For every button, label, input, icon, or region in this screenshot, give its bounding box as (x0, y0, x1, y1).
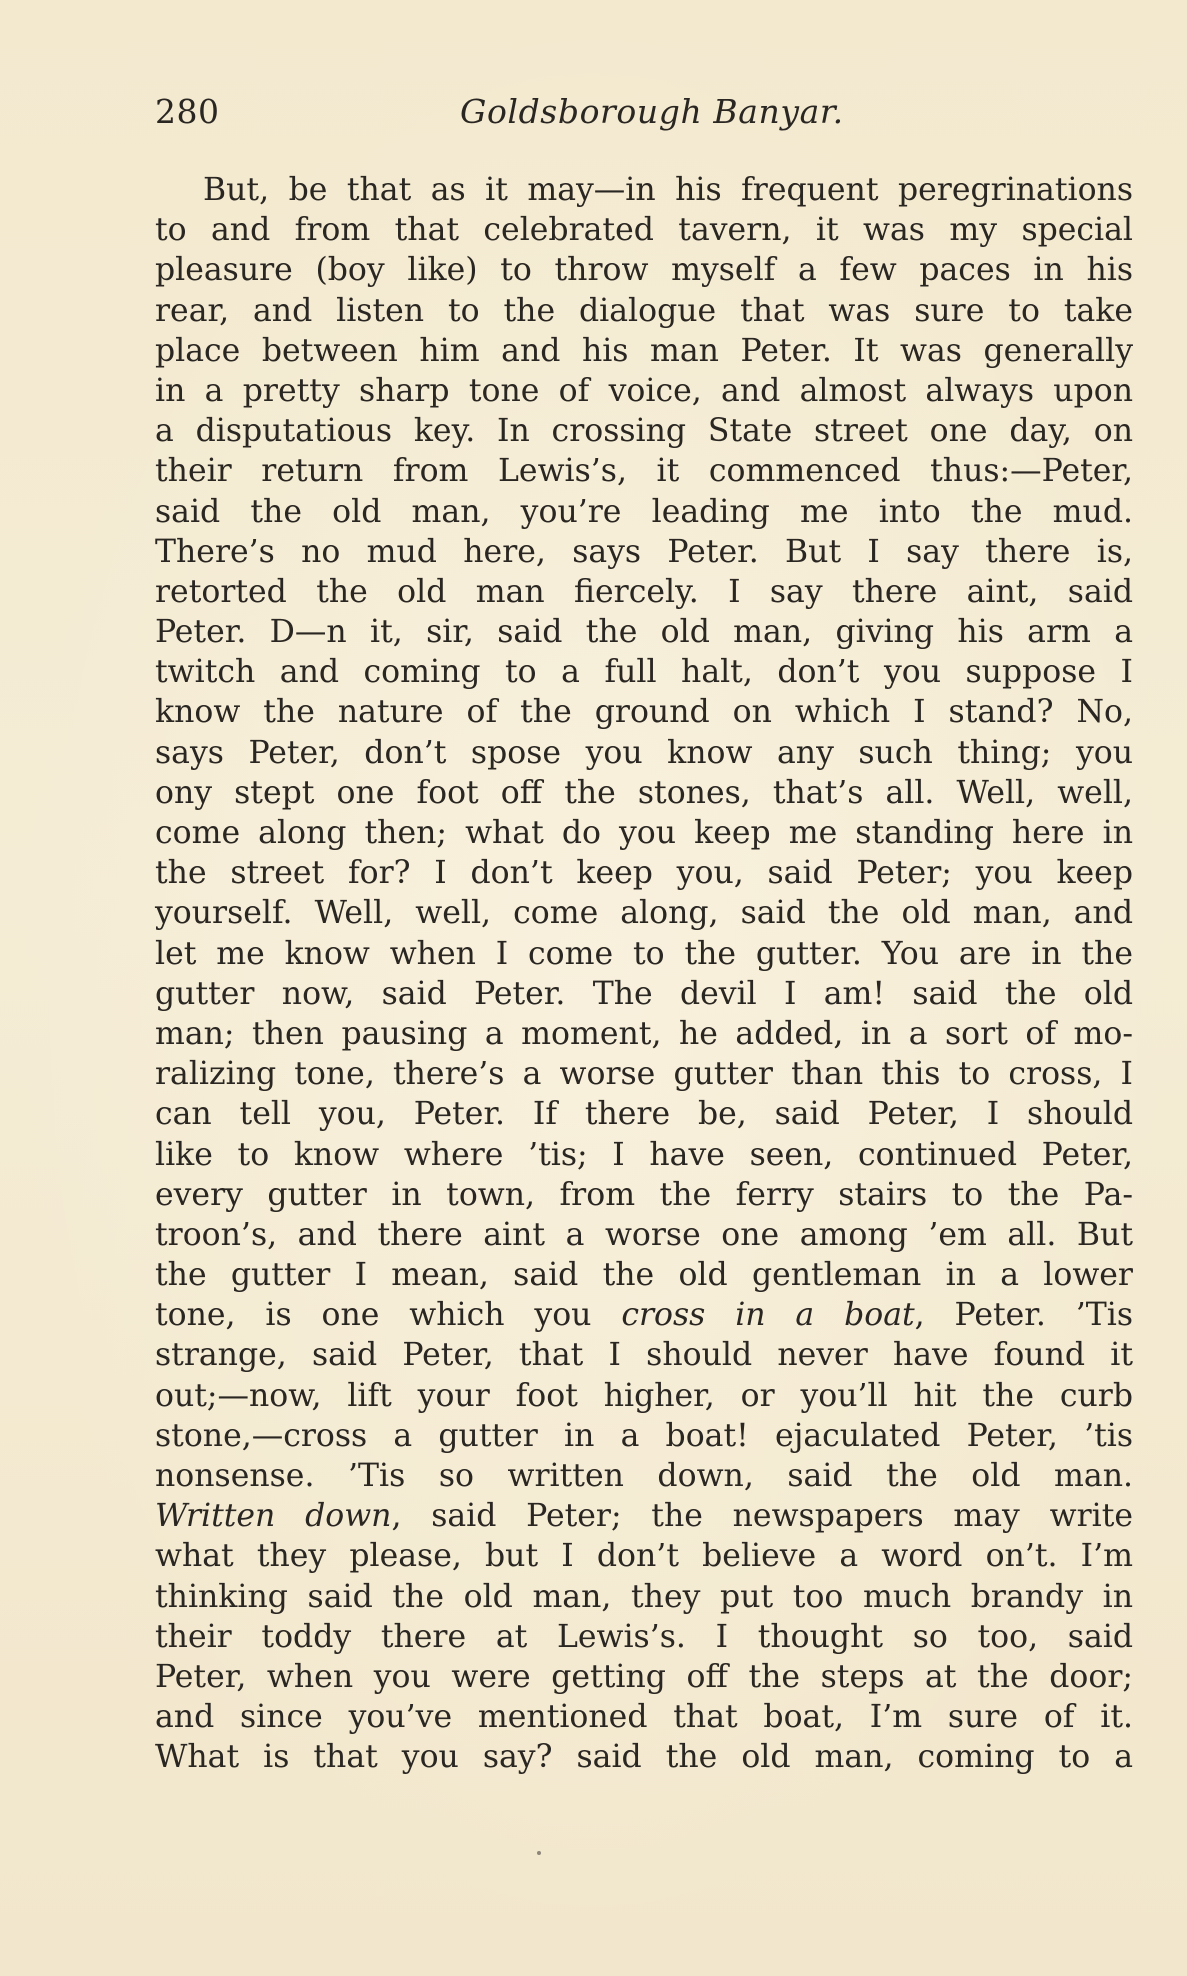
text-run: But, be that as it may—in his frequent peregrinations (203, 172, 1133, 208)
page-number: 280 (155, 92, 220, 131)
text-line (155, 1376, 1133, 1416)
text-run: retorted the old man fiercely. I say there aint, said (155, 573, 1133, 610)
text-line (155, 1697, 1133, 1737)
text-line (155, 1496, 1133, 1536)
text-line (155, 1657, 1133, 1697)
text-run: ony stept one foot off the stones, that’s all. Well, well, (155, 774, 1133, 811)
text-run: a disputatious key. In crossing State street one day, on (155, 413, 1133, 450)
text-run: Peter. D—n it, sir, said the old man, giving his arm a (155, 614, 1133, 651)
running-title: Goldsborough Banyar. (460, 92, 844, 131)
text-line (155, 492, 1133, 532)
text-run: nonsense. ’Tis so written down, said the old man. (155, 1458, 1133, 1494)
text-run: stone,—cross a gutter in a boat! ejaculated Peter, ’tis (155, 1417, 1133, 1454)
text-line (155, 1094, 1133, 1134)
text-run: said the old man, you’re leading me into the mud. (155, 493, 1133, 530)
text-run: the street for? I don’t keep you, said Peter; you keep (155, 855, 1133, 892)
text-line (155, 612, 1133, 652)
text-run: twitch and coming to a full halt, don’t you suppose I (155, 654, 1133, 691)
italic-phrase: cross in a boat (621, 1297, 915, 1334)
body-text (155, 170, 1133, 1778)
running-head (155, 92, 1145, 140)
text-run: yourself. Well, well, come along, said the old man, and (155, 895, 1133, 932)
text-line (155, 934, 1133, 974)
text-line (155, 1617, 1133, 1657)
text-run: can tell you, Peter. If there be, said Peter, I should (155, 1096, 1133, 1133)
text-run: troon’s, and there aint a worse one among ’em all. But (155, 1216, 1133, 1253)
text-run: says Peter, don’t spose you know any such thing; you (155, 734, 1133, 771)
text-line (155, 773, 1133, 813)
text-run: rear, and listen to the dialogue that was sure to take (155, 292, 1133, 329)
text-line (155, 371, 1133, 411)
paper-speck (537, 1851, 541, 1855)
text-line (155, 291, 1133, 331)
text-line (155, 974, 1133, 1014)
text-run: their return from Lewis’s, it commenced thus:—Peter, (155, 453, 1133, 490)
text-run: pleasure (boy like) to throw myself a few paces in his (155, 252, 1133, 289)
text-line (155, 532, 1133, 572)
text-line (155, 451, 1133, 491)
italic-phrase: Written down (155, 1498, 392, 1535)
text-run: the gutter I mean, said the old gentleman in a lower (155, 1257, 1133, 1294)
text-run: and since you’ve mentioned that boat, I’m sure of it. (155, 1699, 1133, 1736)
text-run: Peter, when you were getting off the steps at the door; (155, 1658, 1133, 1695)
text-line (155, 1215, 1133, 1255)
text-run: man; then pausing a moment, he added, in a sort of mo- (155, 1015, 1133, 1052)
text-line (155, 893, 1133, 933)
text-run: tone, is one which you (155, 1297, 622, 1334)
text-run: ralizing tone, there’s a worse gutter than this to cross, I (155, 1056, 1133, 1093)
text-run: strange, said Peter, that I should never have found it (155, 1337, 1133, 1374)
text-line (155, 853, 1133, 893)
text-line (155, 1536, 1133, 1576)
text-line (155, 411, 1133, 451)
text-line (155, 1054, 1133, 1094)
text-run: know the nature of the ground on which I stand? No, (155, 694, 1133, 731)
text-line (155, 1416, 1133, 1456)
text-run: let me know when I come to the gutter. You are in the (155, 935, 1133, 972)
text-line (155, 1135, 1133, 1175)
text-line (155, 572, 1133, 612)
text-run: There’s no mud here, says Peter. But I say there is, (155, 533, 1133, 570)
text-run: thinking said the old man, they put too much brandy in (155, 1578, 1133, 1615)
text-line (155, 1335, 1133, 1375)
text-run: place between him and his man Peter. It was generally (155, 332, 1133, 369)
text-line (155, 250, 1133, 290)
text-line (155, 813, 1133, 853)
text-run: , said Peter; the newspapers may write (391, 1498, 1133, 1535)
text-line (155, 331, 1133, 371)
text-run: what they please, but I don’t believe a word on’t. I’m (155, 1538, 1133, 1575)
text-run: , Peter. ’Tis (914, 1297, 1133, 1334)
text-run: like to know where ’tis; I have seen, continued Peter, (155, 1136, 1133, 1173)
text-line (155, 1456, 1133, 1496)
text-line (155, 1014, 1133, 1054)
text-run: their toddy there at Lewis’s. I thought so too, said (155, 1618, 1133, 1655)
text-line (155, 733, 1133, 773)
text-run: to and from that celebrated tavern, it was my special (155, 212, 1133, 249)
text-run: out;—now, lift your foot higher, or you’ll hit the curb (155, 1377, 1133, 1414)
text-line (155, 1737, 1133, 1777)
text-line (155, 1255, 1133, 1295)
text-line (155, 692, 1133, 732)
text-line (155, 170, 1133, 210)
text-run: What is that you say? said the old man, coming to a (155, 1739, 1133, 1776)
text-line (155, 1577, 1133, 1617)
text-line (155, 210, 1133, 250)
text-run: in a pretty sharp tone of voice, and almost always upon (155, 372, 1133, 409)
text-line (155, 652, 1133, 692)
text-line (155, 1175, 1133, 1215)
text-line (155, 1295, 1133, 1335)
text-run: gutter now, said Peter. The devil I am! said the old (155, 975, 1133, 1012)
text-run: come along then; what do you keep me standing here in (155, 815, 1133, 851)
text-run: every gutter in town, from the ferry stairs to the Pa- (155, 1176, 1133, 1213)
